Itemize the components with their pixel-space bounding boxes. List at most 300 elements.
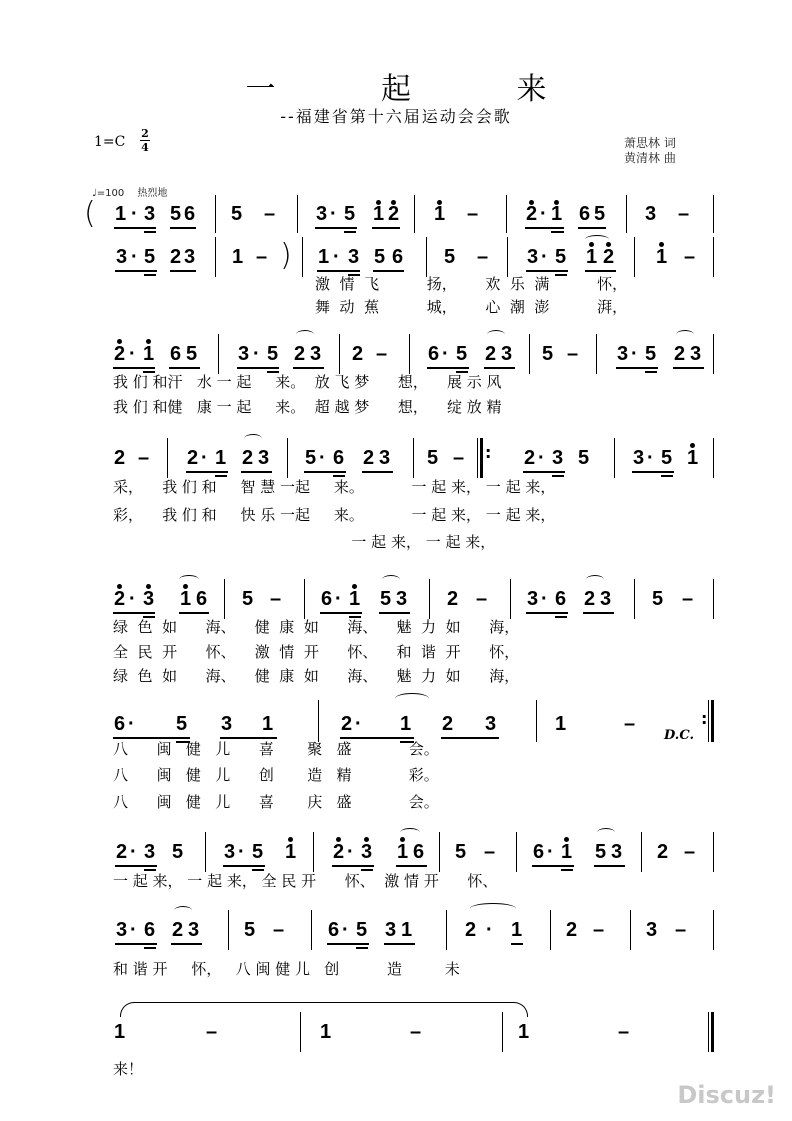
barline xyxy=(713,832,714,872)
note: 2 xyxy=(114,447,126,469)
note: 5 xyxy=(542,343,554,365)
barline xyxy=(713,910,714,950)
note: · xyxy=(201,447,208,469)
tempo-marking xyxy=(92,184,167,199)
underline xyxy=(171,943,202,945)
note: 5 xyxy=(645,343,657,365)
barline xyxy=(313,832,314,872)
note: 5 xyxy=(456,343,468,365)
note: · xyxy=(330,203,337,225)
note: · xyxy=(355,713,362,735)
slur xyxy=(597,828,615,837)
note: – xyxy=(684,841,696,863)
barline xyxy=(224,579,225,619)
note: 5 xyxy=(176,713,188,735)
underline xyxy=(332,865,374,867)
note: – xyxy=(376,343,388,365)
underline xyxy=(115,865,157,867)
note: 3 xyxy=(361,841,373,863)
note: 1 xyxy=(262,713,274,735)
underline xyxy=(223,865,265,867)
note: 1 xyxy=(373,203,385,225)
note: 1 xyxy=(180,588,192,610)
barline xyxy=(630,910,631,950)
underline xyxy=(144,947,156,949)
barline xyxy=(516,832,517,872)
barline xyxy=(641,832,642,872)
note: · xyxy=(486,919,493,941)
barline xyxy=(302,237,303,277)
note: 3 xyxy=(116,246,128,268)
note: · xyxy=(541,588,548,610)
note: 3 xyxy=(379,447,391,469)
underline xyxy=(373,270,404,272)
barline xyxy=(167,438,168,478)
note: 3 xyxy=(310,343,322,365)
note: – xyxy=(678,203,690,225)
note: · xyxy=(647,447,654,469)
note: 3 xyxy=(258,447,270,469)
underline xyxy=(320,612,362,614)
tie xyxy=(120,1002,528,1017)
barline xyxy=(215,195,216,233)
note: 3 xyxy=(221,713,233,735)
note: 1 xyxy=(518,1021,530,1043)
barline xyxy=(426,237,427,277)
composer: 黄清林 曲 xyxy=(624,151,676,165)
note: 3 xyxy=(184,246,196,268)
note: · xyxy=(131,203,138,225)
underline xyxy=(661,475,673,477)
underline xyxy=(344,231,356,233)
note: 1 xyxy=(215,447,227,469)
underline xyxy=(113,737,190,739)
lyrics-coda: 一 起 来， 一 起 来， 全 民 开 怀、 激 情 开 怀、 xyxy=(113,872,498,890)
note: 2 xyxy=(170,246,182,268)
lyrics-coda: 和 谐 开 怀， 八 闽 健 儿 创 造 未 xyxy=(113,960,460,978)
note: 2 xyxy=(114,343,126,365)
tempo: ♩=100 xyxy=(92,188,125,199)
note: 1 xyxy=(551,203,563,225)
underline xyxy=(552,475,564,477)
barline xyxy=(339,334,340,374)
note: · xyxy=(335,588,342,610)
note: 5 xyxy=(374,246,386,268)
note: 2 xyxy=(187,447,199,469)
note: 5 xyxy=(578,447,590,469)
note: 3 xyxy=(188,919,200,941)
barline xyxy=(300,1012,301,1052)
note: 5 xyxy=(242,588,254,610)
note: 5 xyxy=(444,246,456,268)
underline xyxy=(144,274,156,276)
barline xyxy=(205,832,206,872)
note: 5 xyxy=(455,841,467,863)
lyrics-verse-1: 激 情 飞 扬， 欢 乐 满 怀， xyxy=(315,275,628,293)
time-signature: 2 4 xyxy=(141,127,149,154)
note: 1 xyxy=(555,713,567,735)
underline xyxy=(215,475,227,477)
barline xyxy=(713,438,714,478)
song-subtitle: --福建省第十六届运动会会歌 xyxy=(280,107,512,126)
slur xyxy=(296,330,314,339)
note: 6 xyxy=(555,588,567,610)
underline xyxy=(144,869,156,871)
barline xyxy=(529,334,530,374)
lyrics-verse-1: 采， 我 们 和 智 慧 一起 来。 一 起 来， 一 起 来， xyxy=(113,478,556,496)
note: 2 xyxy=(341,713,353,735)
note: 5 xyxy=(144,246,156,268)
note: 2 xyxy=(526,203,538,225)
note: 3 xyxy=(144,841,156,863)
barline xyxy=(596,334,597,374)
underline xyxy=(361,869,373,871)
note: · xyxy=(631,343,638,365)
note: – xyxy=(264,203,276,225)
note: 5 xyxy=(594,203,606,225)
underline xyxy=(170,270,196,272)
note: · xyxy=(342,919,349,941)
note: 2 xyxy=(333,841,345,863)
barline xyxy=(446,910,447,950)
barline xyxy=(429,579,430,619)
note: 3 xyxy=(527,246,539,268)
final-barline xyxy=(708,1012,714,1052)
slur xyxy=(676,330,694,339)
underline xyxy=(315,227,357,229)
note: 3 xyxy=(224,841,236,863)
note: 1 xyxy=(143,343,155,365)
underline xyxy=(673,367,704,369)
barline xyxy=(318,700,319,742)
note: 2 xyxy=(352,343,364,365)
barline xyxy=(713,579,714,619)
note: – xyxy=(273,919,285,941)
close-parenthesis: ) xyxy=(280,238,292,273)
note: 5 xyxy=(252,841,264,863)
note: 1 xyxy=(349,588,361,610)
note: 5 xyxy=(555,246,567,268)
underline xyxy=(317,270,360,272)
note: – xyxy=(256,246,268,268)
note: 5 xyxy=(267,343,279,365)
note: – xyxy=(138,447,150,469)
underline xyxy=(169,367,200,369)
note: – xyxy=(484,841,496,863)
note: – xyxy=(593,919,605,941)
underline xyxy=(594,865,625,867)
note: 3 xyxy=(485,713,497,735)
underline xyxy=(327,943,369,945)
underline xyxy=(561,869,573,871)
note: 3 xyxy=(552,447,564,469)
note: 1 xyxy=(511,919,523,941)
watermark: Discuz! xyxy=(677,1081,776,1109)
underline xyxy=(384,943,415,945)
note: 2 xyxy=(116,841,128,863)
barline xyxy=(287,438,288,478)
note: 1 xyxy=(114,1021,126,1043)
note: 2 xyxy=(114,588,126,610)
note: 3 xyxy=(690,343,702,365)
lyrics-verse-1: 八 闽 健 儿 喜 聚 盛 会。 xyxy=(113,740,439,758)
note: 3 xyxy=(527,588,539,610)
note: 2 xyxy=(674,343,686,365)
note: 5 xyxy=(652,588,664,610)
underline xyxy=(616,367,658,369)
barline xyxy=(713,334,714,374)
lyrics-verse-2: 舞 动 蕉 城， 心 潮 澎 湃， xyxy=(315,298,628,316)
note: 2 xyxy=(242,447,254,469)
note: 5 xyxy=(427,447,439,469)
underline xyxy=(114,227,156,229)
repeat-start-barline xyxy=(477,438,483,478)
note: 6 xyxy=(196,588,208,610)
underline xyxy=(113,612,155,614)
note: 3 xyxy=(144,203,156,225)
note: 6 xyxy=(321,588,333,610)
note: – xyxy=(675,919,687,941)
barline xyxy=(713,195,714,233)
note: 2 xyxy=(566,919,578,941)
note: 6 xyxy=(392,246,404,268)
note: 6 xyxy=(333,447,345,469)
note: – xyxy=(410,1021,422,1043)
note: – xyxy=(684,246,696,268)
barline xyxy=(439,832,440,872)
underline xyxy=(551,231,564,233)
note: 6 xyxy=(428,343,440,365)
note: – xyxy=(567,343,579,365)
barline xyxy=(536,700,537,742)
underline xyxy=(484,367,515,369)
lyrics-verse-3: 八 闽 健 儿 喜 庆 盛 会。 xyxy=(113,793,439,811)
note: – xyxy=(206,1021,218,1043)
underline xyxy=(578,227,606,229)
note: 3 xyxy=(646,919,658,941)
lyrics-verse-1: 绿 色 如 海、 健 康 如 海、 魅 力 如 海， xyxy=(113,618,520,636)
note: – xyxy=(467,203,479,225)
repeat-dots: : xyxy=(701,709,708,728)
note: 2 xyxy=(603,246,615,268)
note: 1 xyxy=(400,713,412,735)
underline xyxy=(304,471,346,473)
underline xyxy=(179,612,209,614)
underline xyxy=(220,737,277,739)
lyrics-verse-2: 彩， 我 们 和 快 乐 一起 来。 一 起 来， 一 起 来， xyxy=(113,506,556,524)
note: 2 xyxy=(447,588,459,610)
underline xyxy=(532,865,574,867)
barline xyxy=(713,237,714,277)
barline xyxy=(218,334,219,374)
underline xyxy=(237,367,279,369)
slur xyxy=(395,693,429,704)
underline xyxy=(186,471,228,473)
note: 2 xyxy=(485,343,497,365)
underline xyxy=(372,227,400,229)
underline xyxy=(362,471,393,473)
lyrics-verse-3: 一 起 来， 一 起 来， xyxy=(113,533,496,551)
note: 6 xyxy=(184,203,196,225)
note: · xyxy=(130,841,137,863)
barline xyxy=(614,438,615,478)
underline xyxy=(293,367,324,369)
note: 1 xyxy=(401,919,413,941)
note: · xyxy=(253,343,260,365)
note: · xyxy=(538,447,545,469)
note: 5 xyxy=(661,447,673,469)
note: 1 xyxy=(115,203,127,225)
note: 2 xyxy=(442,713,454,735)
note: 6 xyxy=(114,713,126,735)
note: 2 xyxy=(657,841,669,863)
note: 5 xyxy=(244,919,256,941)
note: 5 xyxy=(305,447,317,469)
note: 3 xyxy=(617,343,629,365)
note: · xyxy=(238,841,245,863)
slur xyxy=(244,434,262,443)
underline xyxy=(379,612,410,614)
note: · xyxy=(442,343,449,365)
note: 5 xyxy=(344,203,356,225)
underline xyxy=(632,471,674,473)
note: · xyxy=(547,841,554,863)
note: – xyxy=(476,588,488,610)
note: · xyxy=(129,588,136,610)
note: 1 xyxy=(285,841,297,863)
barline xyxy=(297,195,298,233)
note: 1 xyxy=(320,1021,332,1043)
barline xyxy=(634,579,635,619)
note: – xyxy=(624,713,636,735)
underline xyxy=(396,865,427,867)
note: 3 xyxy=(600,588,612,610)
underline xyxy=(523,471,565,473)
note: 3 xyxy=(316,203,328,225)
note: 3 xyxy=(501,343,513,365)
note: 5 xyxy=(170,203,182,225)
note: 1 xyxy=(318,246,330,268)
slur xyxy=(470,903,516,914)
underline xyxy=(585,270,616,272)
underline xyxy=(170,227,196,229)
note: 3 xyxy=(611,841,623,863)
lyrics-verse-3: 绿 色 如 海、 健 康 如 海、 魅 力 如 海， xyxy=(113,667,520,685)
note: · xyxy=(129,343,136,365)
barline xyxy=(510,579,511,619)
underline xyxy=(645,371,657,373)
note: · xyxy=(333,246,340,268)
underline xyxy=(333,475,345,477)
note: 3 xyxy=(348,246,360,268)
barline xyxy=(626,195,627,233)
credits xyxy=(624,136,676,166)
note: 2 xyxy=(294,343,306,365)
slur xyxy=(487,330,505,339)
note: 1 xyxy=(232,246,244,268)
note: 1 xyxy=(397,841,409,863)
underline xyxy=(144,231,156,233)
repeat-end-barline xyxy=(708,700,714,742)
open-parenthesis: ( xyxy=(84,196,96,231)
underline xyxy=(356,947,368,949)
note: 6 xyxy=(328,919,340,941)
barline xyxy=(304,579,305,619)
underline xyxy=(340,737,414,739)
lyrics-verse-2: 八 闽 健 儿 创 造 精 彩。 xyxy=(113,766,439,784)
note: 6 xyxy=(413,841,425,863)
note: – xyxy=(618,1021,630,1043)
expression: 热烈地 xyxy=(137,188,168,199)
note: 5 xyxy=(172,841,184,863)
note: 2 xyxy=(388,203,400,225)
note: 1 xyxy=(434,203,446,225)
note: 5 xyxy=(231,203,243,225)
note: 5 xyxy=(380,588,392,610)
note: 5 xyxy=(595,841,607,863)
key-signature: 1=C xyxy=(94,134,126,150)
slur xyxy=(586,575,604,584)
barline xyxy=(228,910,229,950)
barline xyxy=(507,237,508,277)
note: 2 xyxy=(172,919,184,941)
note: 3 xyxy=(645,203,657,225)
note: 2 xyxy=(465,919,477,941)
note: 3 xyxy=(143,588,155,610)
barline xyxy=(413,438,414,478)
note: 3 xyxy=(385,919,397,941)
repeat-dots: : xyxy=(485,443,492,462)
note: – xyxy=(477,246,489,268)
note: · xyxy=(541,246,548,268)
note: 3 xyxy=(238,343,250,365)
underline xyxy=(583,612,614,614)
barline xyxy=(311,910,312,950)
song-title: 一 起 来 xyxy=(245,72,595,107)
note: 6 xyxy=(533,841,545,863)
note: – xyxy=(682,588,694,610)
note: · xyxy=(347,841,354,863)
underline xyxy=(511,943,523,945)
note: 2 xyxy=(584,588,596,610)
underline xyxy=(115,270,157,272)
underline xyxy=(555,616,567,618)
note: – xyxy=(270,588,282,610)
note: 6 xyxy=(579,203,591,225)
note: 1 xyxy=(656,246,668,268)
slur xyxy=(400,828,420,837)
note: 6 xyxy=(170,343,182,365)
underline xyxy=(115,943,157,945)
note: · xyxy=(131,246,138,268)
underline xyxy=(113,367,155,369)
slur xyxy=(382,575,400,584)
note: 1 xyxy=(561,841,573,863)
note: 2 xyxy=(524,447,536,469)
underline xyxy=(441,737,499,739)
slur xyxy=(174,906,192,915)
barline xyxy=(414,195,415,233)
lyrics-verse-2: 我 们 和健 康 一 起 来。 超 越 梦 想， 绽 放 精 xyxy=(113,398,502,416)
barline xyxy=(550,910,551,950)
note: 3 xyxy=(116,919,128,941)
note: · xyxy=(128,713,135,735)
note: · xyxy=(130,919,137,941)
note: · xyxy=(540,203,547,225)
note: 1 xyxy=(687,447,699,469)
lyrics-ending: 来！ xyxy=(113,1060,144,1078)
lyrics-verse-1: 我 们 和汗 水 一 起 来。 放 飞 梦 想， 展 示 风 xyxy=(113,373,502,391)
